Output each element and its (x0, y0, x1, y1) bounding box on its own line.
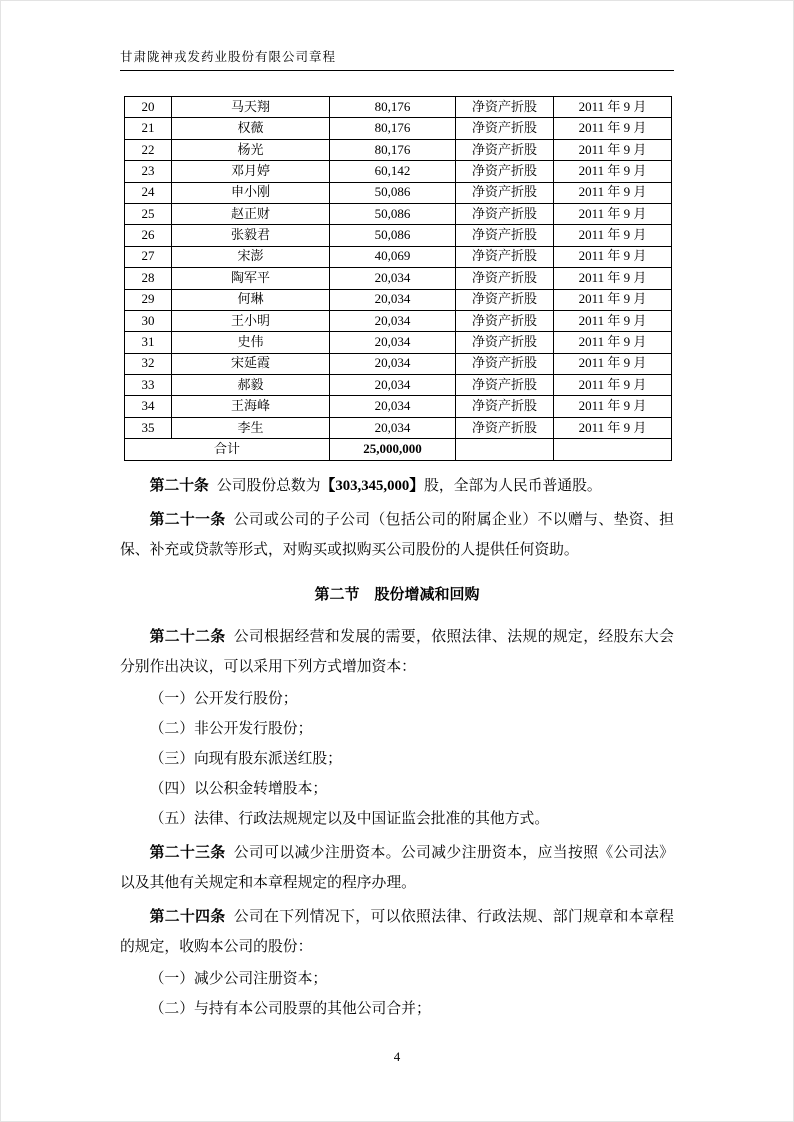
cell-contribution-method: 净资产折股 (456, 332, 554, 353)
cell-shareholder-name: 杨光 (172, 139, 330, 160)
article-20 (120, 471, 674, 501)
cell-row-number: 32 (125, 353, 172, 374)
cell-contribution-date: 2011 年 9 月 (554, 182, 672, 203)
cell-contribution-date: 2011 年 9 月 (554, 375, 672, 396)
cell-row-number: 22 (125, 139, 172, 160)
article-24 (120, 902, 674, 962)
shareholder-table (124, 96, 672, 461)
table-row (125, 203, 672, 224)
article-20-share-total: 【303,345,000】 (320, 477, 425, 494)
article-23 (120, 838, 674, 898)
cell-shareholder-name: 邓月婷 (172, 161, 330, 182)
cell-shareholder-name: 宋澎 (172, 246, 330, 267)
cell-share-count: 20,034 (330, 332, 456, 353)
cell-contribution-method: 净资产折股 (456, 417, 554, 438)
cell-row-number: 26 (125, 225, 172, 246)
cell-contribution-date: 2011 年 9 月 (554, 161, 672, 182)
list-item: （五）法律、行政法规规定以及中国证监会批准的其他方式。 (149, 810, 550, 827)
section-heading: 第二节 股份增减和回购 (314, 586, 480, 603)
table-row (125, 289, 672, 310)
cell-contribution-method: 净资产折股 (456, 118, 554, 139)
document-header: 甘肃陇神戎发药业股份有限公司章程 (120, 47, 674, 71)
article-23-label: 第二十三条 (149, 844, 226, 861)
cell-share-count: 20,034 (330, 396, 456, 417)
list-item: （一）公开发行股份； (149, 690, 298, 707)
article-21-text: 公司或公司的子公司（包括公司的附属企业）不以赠与、垫资、担保、补充或贷款等形式，对购买或拟购买公司股份的人提供任何资助。 (120, 511, 674, 558)
table-row (125, 268, 672, 289)
cell-shareholder-name: 何琳 (172, 289, 330, 310)
cell-row-number: 34 (125, 396, 172, 417)
table-row (125, 118, 672, 139)
article-20-text-post: 股，全部为人民币普通股。 (424, 477, 602, 494)
cell-shareholder-name: 李生 (172, 417, 330, 438)
cell-row-number: 35 (125, 417, 172, 438)
cell-row-number: 33 (125, 375, 172, 396)
cell-contribution-method: 净资产折股 (456, 139, 554, 160)
cell-share-count: 40,069 (330, 246, 456, 267)
table-row (125, 182, 672, 203)
list-item: （二）非公开发行股份； (149, 720, 313, 737)
cell-contribution-method: 净资产折股 (456, 246, 554, 267)
list-item: （一）减少公司注册资本； (149, 970, 328, 987)
cell-shareholder-name: 王海峰 (172, 396, 330, 417)
cell-share-count: 50,086 (330, 203, 456, 224)
cell-contribution-method: 净资产折股 (456, 203, 554, 224)
article-22-label: 第二十二条 (149, 628, 226, 645)
cell-shareholder-name: 赵正财 (172, 203, 330, 224)
cell-total-empty-date (554, 439, 672, 460)
cell-contribution-date: 2011 年 9 月 (554, 203, 672, 224)
cell-shareholder-name: 陶军平 (172, 268, 330, 289)
cell-share-count: 80,176 (330, 97, 456, 118)
article-21-label: 第二十一条 (149, 511, 226, 528)
page-content (1, 1, 793, 1024)
cell-row-number: 30 (125, 310, 172, 331)
table-row (125, 332, 672, 353)
article-21 (120, 505, 674, 565)
shareholder-table-body (125, 97, 672, 461)
article-24-label: 第二十四条 (149, 908, 226, 925)
cell-contribution-date: 2011 年 9 月 (554, 417, 672, 438)
table-row (125, 97, 672, 118)
cell-shareholder-name: 申小刚 (172, 182, 330, 203)
cell-contribution-method: 净资产折股 (456, 225, 554, 246)
list-item: （三）向现有股东派送红股； (149, 750, 342, 767)
table-row (125, 310, 672, 331)
cell-shareholder-name: 马天翔 (172, 97, 330, 118)
cell-total-label: 合计 (125, 439, 330, 460)
cell-row-number: 27 (125, 246, 172, 267)
cell-share-count: 20,034 (330, 268, 456, 289)
cell-share-count: 50,086 (330, 225, 456, 246)
cell-contribution-date: 2011 年 9 月 (554, 97, 672, 118)
cell-share-count: 20,034 (330, 375, 456, 396)
cell-contribution-method: 净资产折股 (456, 182, 554, 203)
table-row (125, 225, 672, 246)
cell-shareholder-name: 宋延霞 (172, 353, 330, 374)
article-20-text-pre: 公司股份总数为 (216, 477, 321, 494)
article-24-text: 公司在下列情况下，可以依照法律、行政法规、部门规章和本章程的规定，收购本公司的股份： (120, 908, 674, 955)
table-row (125, 246, 672, 267)
table-row (125, 417, 672, 438)
cell-row-number: 31 (125, 332, 172, 353)
repurchase-conditions-list (120, 964, 674, 1024)
cell-shareholder-name: 王小明 (172, 310, 330, 331)
cell-row-number: 20 (125, 97, 172, 118)
article-22-text: 公司根据经营和发展的需要，依照法律、法规的规定，经股东大会分别作出决议，可以采用下列方式增加资本： (120, 628, 674, 675)
cell-contribution-method: 净资产折股 (456, 310, 554, 331)
article-20-label: 第二十条 (149, 477, 209, 494)
cell-contribution-date: 2011 年 9 月 (554, 289, 672, 310)
cell-contribution-date: 2011 年 9 月 (554, 246, 672, 267)
table-row (125, 396, 672, 417)
cell-row-number: 24 (125, 182, 172, 203)
list-item: （四）以公积金转增股本； (149, 780, 328, 797)
article-23-text: 公司可以减少注册资本。公司减少注册资本，应当按照《公司法》以及其他有关规定和本章程规定的程序办理。 (120, 844, 674, 891)
cell-contribution-method: 净资产折股 (456, 375, 554, 396)
table-row (125, 139, 672, 160)
table-row (125, 161, 672, 182)
cell-total-empty-method (456, 439, 554, 460)
cell-row-number: 29 (125, 289, 172, 310)
table-row (125, 375, 672, 396)
page-number: 4 (393, 1049, 401, 1064)
cell-share-count: 20,034 (330, 289, 456, 310)
cell-contribution-method: 净资产折股 (456, 396, 554, 417)
table-total-row (125, 439, 672, 460)
cell-shareholder-name: 张毅君 (172, 225, 330, 246)
cell-row-number: 25 (125, 203, 172, 224)
list-item: （二）与持有本公司股票的其他公司合并； (149, 1000, 431, 1017)
cell-contribution-method: 净资产折股 (456, 289, 554, 310)
cell-contribution-method: 净资产折股 (456, 353, 554, 374)
cell-contribution-date: 2011 年 9 月 (554, 118, 672, 139)
cell-contribution-date: 2011 年 9 月 (554, 396, 672, 417)
cell-total-value: 25,000,000 (330, 439, 456, 460)
cell-share-count: 80,176 (330, 118, 456, 139)
cell-contribution-date: 2011 年 9 月 (554, 310, 672, 331)
article-22 (120, 622, 674, 682)
cell-share-count: 80,176 (330, 139, 456, 160)
cell-share-count: 20,034 (330, 417, 456, 438)
cell-share-count: 20,034 (330, 310, 456, 331)
cell-contribution-date: 2011 年 9 月 (554, 225, 672, 246)
cell-shareholder-name: 史伟 (172, 332, 330, 353)
cell-contribution-method: 净资产折股 (456, 97, 554, 118)
cell-contribution-date: 2011 年 9 月 (554, 332, 672, 353)
cell-contribution-date: 2011 年 9 月 (554, 353, 672, 374)
cell-row-number: 23 (125, 161, 172, 182)
cell-row-number: 28 (125, 268, 172, 289)
cell-contribution-method: 净资产折股 (456, 268, 554, 289)
cell-share-count: 20,034 (330, 353, 456, 374)
cell-row-number: 21 (125, 118, 172, 139)
cell-share-count: 60,142 (330, 161, 456, 182)
document-body (120, 471, 674, 1024)
cell-shareholder-name: 权薇 (172, 118, 330, 139)
cell-shareholder-name: 郝毅 (172, 375, 330, 396)
table-row (125, 353, 672, 374)
cell-share-count: 50,086 (330, 182, 456, 203)
increase-methods-list (120, 684, 674, 834)
cell-contribution-method: 净资产折股 (456, 161, 554, 182)
cell-contribution-date: 2011 年 9 月 (554, 268, 672, 289)
cell-contribution-date: 2011 年 9 月 (554, 139, 672, 160)
